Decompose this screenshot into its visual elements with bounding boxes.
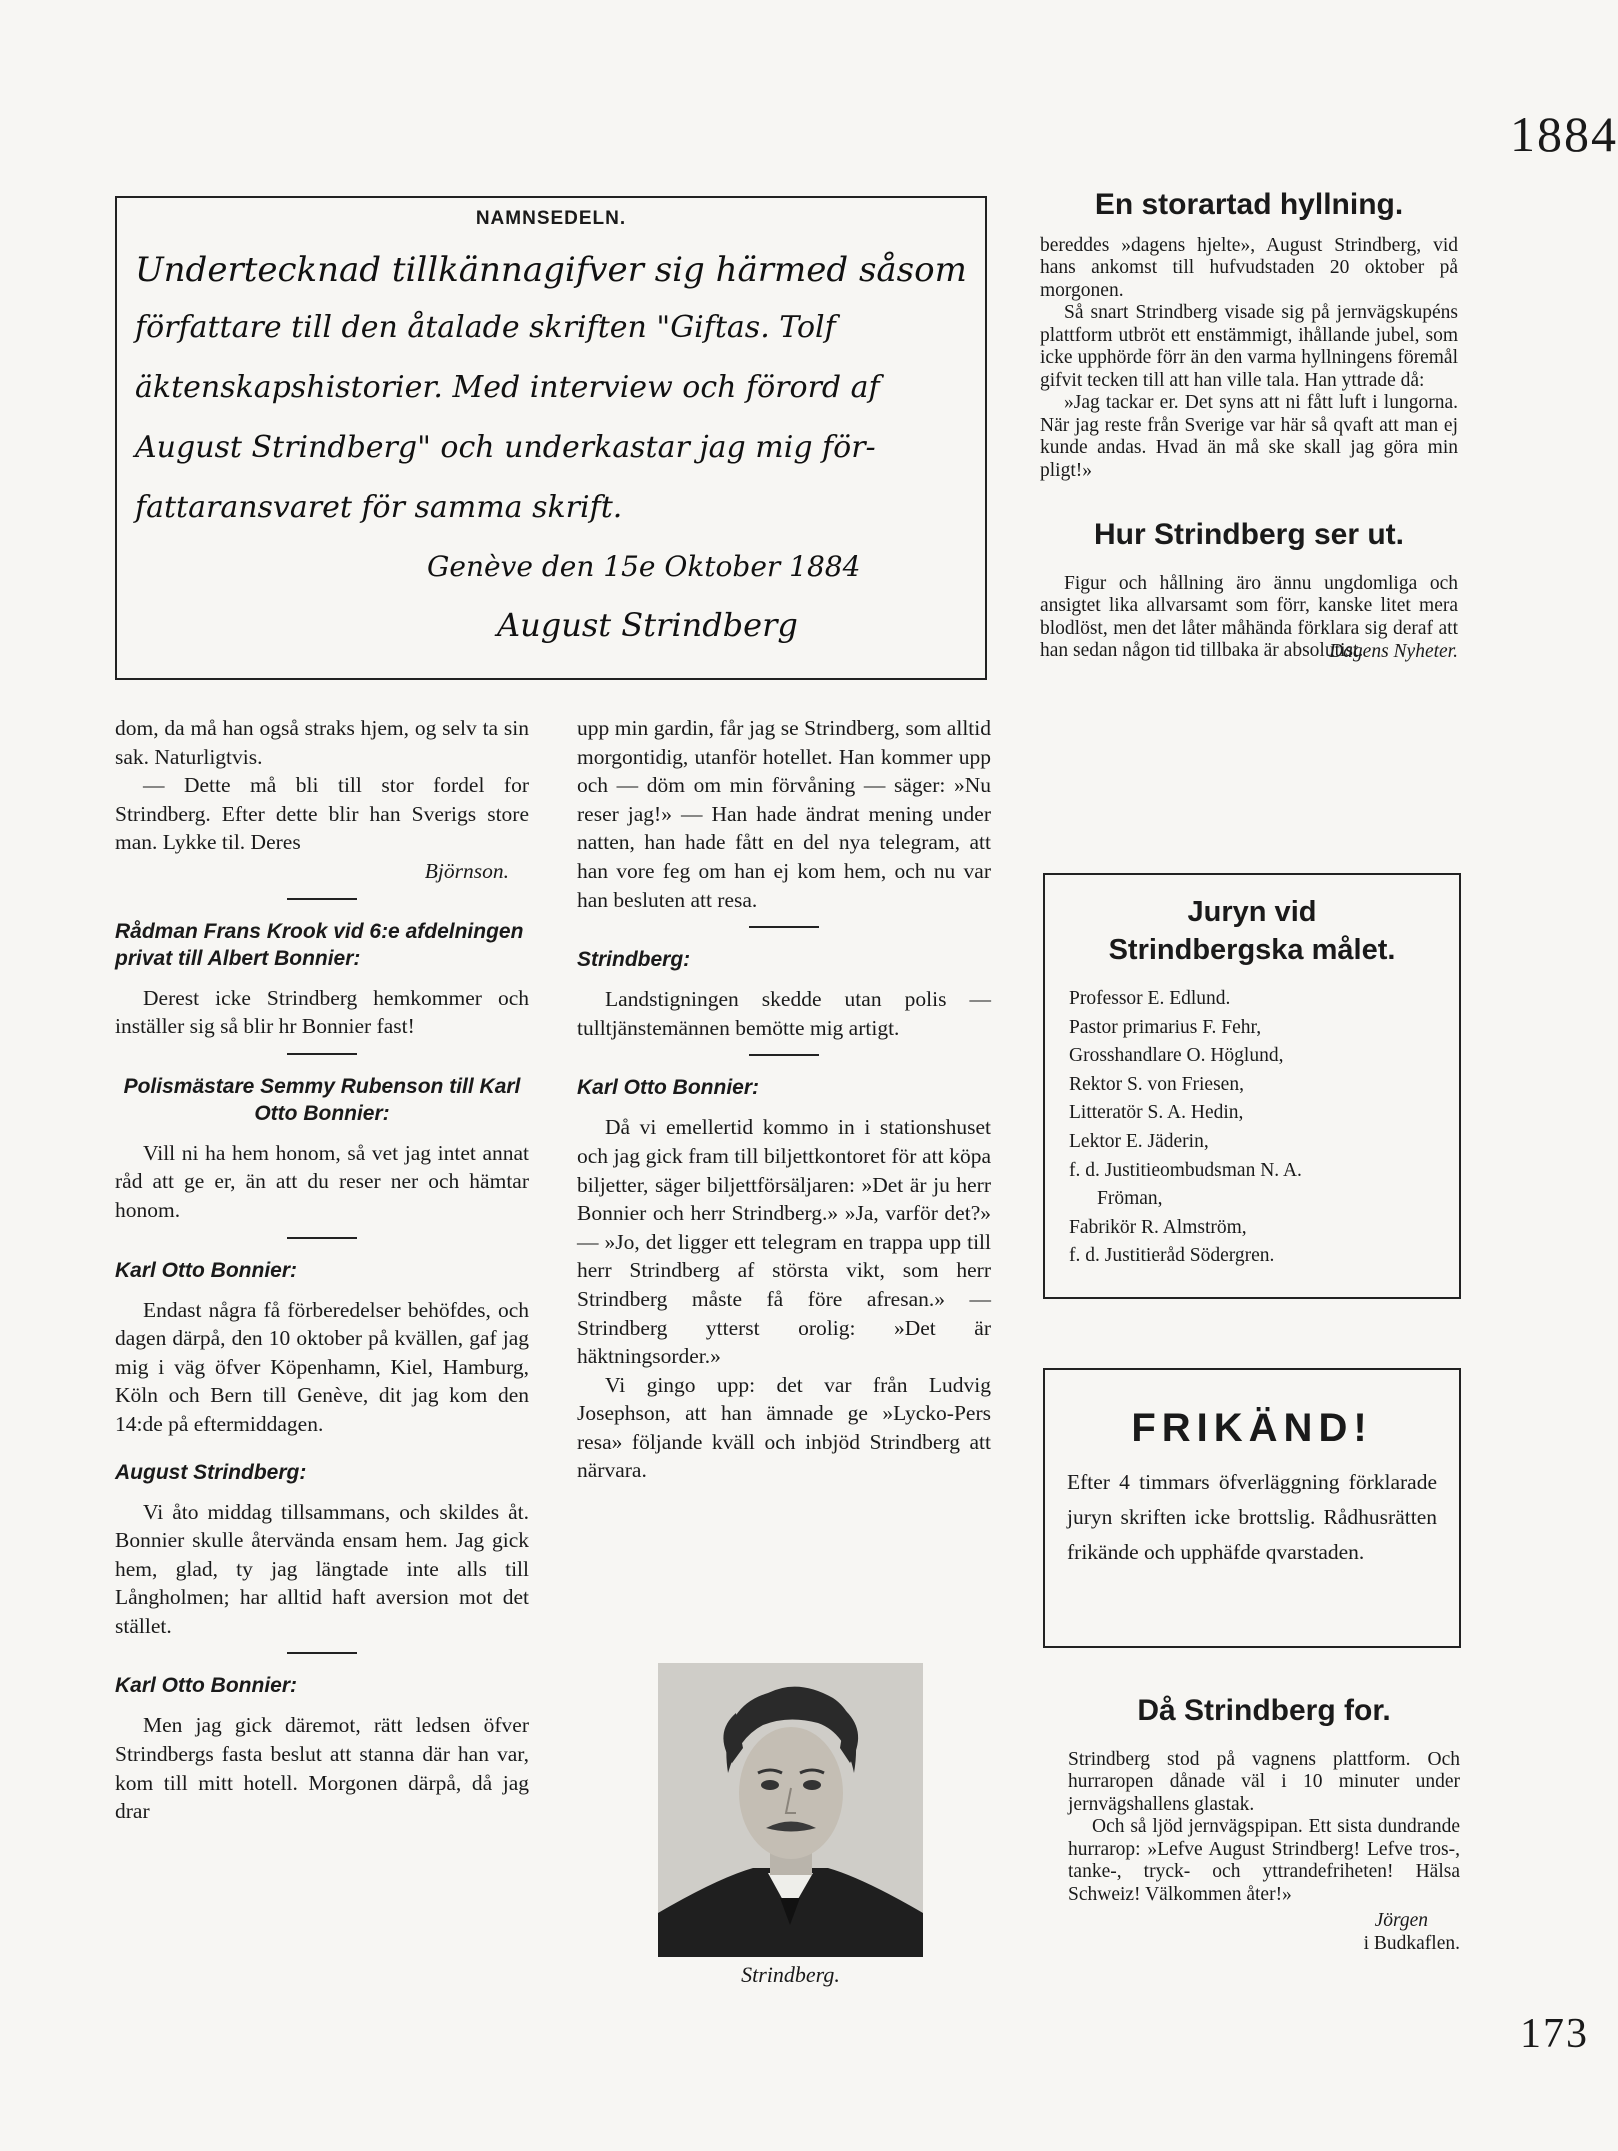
paragraph: »Jag tackar er. Det syns att ni fått luft i lungorna. När jag reste från Sverige var här så qvaft att man ej kunde andas. Hvad än må ske skall jag göra min pligt!» bbox=[1040, 392, 1458, 481]
jury-member: Lektor E. Jäderin, bbox=[1069, 1130, 1209, 1152]
right-column-bottom bbox=[1068, 1694, 1460, 1955]
note-line: Undertecknad tillkännagifver sig härmed såsom bbox=[135, 250, 967, 290]
jury-list bbox=[1069, 985, 1435, 1271]
jury-member: Fröman, bbox=[1097, 1188, 1163, 1210]
speaker-heading: Polismästare Semmy Rubenson till Karl Otto Bonnier: bbox=[123, 1074, 521, 1125]
divider bbox=[749, 926, 819, 928]
jury-member: Pastor primarius F. Fehr, bbox=[1069, 1016, 1262, 1038]
frikand-box bbox=[1043, 1368, 1461, 1648]
jury-title: Strindbergska målet. bbox=[1108, 934, 1396, 966]
jury-box bbox=[1043, 873, 1461, 1299]
page-year: 1884 bbox=[1510, 106, 1618, 162]
paragraph: Figur och hållning äro ännu ungdomliga och ansigtet lika allvarsamt som förr, kanske litet mera blodlöst, men det låter måhända förklara sig deraf att han sedan någon tid tillbaka är absolutist. bbox=[1040, 572, 1458, 661]
jury-member: Rektor S. von Friesen, bbox=[1069, 1073, 1244, 1095]
paragraph: Vill ni ha hem honom, så vet jag intet annat råd att ge er, än att du reser ner och hämtar honom. bbox=[115, 1140, 529, 1222]
source-signature: Dagens Nyheter. bbox=[1329, 640, 1458, 662]
page-number: 173 bbox=[1520, 2011, 1589, 2057]
speaker-heading: Rådman Frans Krook vid 6:e afdelningen privat till Albert Bonnier: bbox=[115, 919, 524, 970]
strindberg-portrait bbox=[658, 1663, 923, 1957]
paragraph: Endast några få förberedelser behöfdes, och dagen därpå, den 10 oktober på kvällen, gaf jag mig i väg öfver Köpenhamn, Kiel, Hamburg, Köln och Bern till Genève, dit jag kom den 14:de på eftermiddagen. bbox=[115, 1297, 529, 1436]
paragraph: Men jag gick däremot, rätt ledsen öfver Strindbergs fasta beslut att stanna där han var, kom till mitt hotell. Morgonen därpå, då jag drar bbox=[115, 1713, 529, 1824]
signature: Björnson. bbox=[424, 858, 509, 883]
paragraph: Då vi emellertid kommo in i stationshuset och jag gick fram till biljettkontoret för att köpa biljetter, säger biljettförsäljaren: »Det är ju herr Bonnier och herr Strindberg.» »Ja, varför det?» — »Jo, det ligger ett telegram en trappa upp till herr Strindberg af största vikt, som herr Strindberg måste få före afresan.» — Strindberg ytterst orolig: »Det är häktningsorder.» bbox=[577, 1115, 991, 1369]
note-date: Genève den 15e Oktober 1884 bbox=[427, 550, 861, 583]
heading-da-strindberg-for: Då Strindberg for. bbox=[1137, 1694, 1391, 1727]
divider bbox=[749, 1054, 819, 1056]
divider bbox=[287, 898, 357, 900]
portrait-caption: Strindberg. bbox=[741, 1962, 840, 1987]
speaker-heading: Karl Otto Bonnier: bbox=[115, 1258, 297, 1282]
paragraph: Strindberg stod på vagnens plattform. Och hurraropen dånade väl i 10 minuter under jernvägshallens glastak. bbox=[1068, 1748, 1460, 1815]
paragraph: bereddes »dagens hjelte», August Strindberg, vid hans ankomst till hufvudstaden 20 oktober på morgonen. bbox=[1040, 234, 1458, 301]
paragraph: Och så ljöd jernvägspipan. Ett sista dundrande hurrarop: »Lefve August Strindberg! Lefve tros-, tanke-, tryck- och yttrandefriheten! Hälsa Schweiz! Välkommen åter!» bbox=[1068, 1816, 1460, 1905]
divider bbox=[287, 1237, 357, 1239]
signature: Jörgen bbox=[1374, 1910, 1428, 1931]
right-column bbox=[1040, 188, 1458, 663]
speaker-heading: Karl Otto Bonnier: bbox=[577, 1076, 759, 1100]
paragraph: — Dette må bli till stor fordel for Strindberg. Efter dette blir han Sverigs store man. Lykke til. Deres bbox=[115, 773, 529, 855]
jury-member: Fabrikör R. Almström, bbox=[1069, 1216, 1247, 1238]
jury-member: Professor E. Edlund. bbox=[1069, 988, 1231, 1009]
paragraph: Vi åto middag tillsammans, och skildes åt. Bonnier skulle återvända ensam hem. Jag gick hem, glad, ty jag längtade inte alls till Långholmen; har alltid haft aversion mot det stället. bbox=[115, 1499, 529, 1638]
paragraph: Landstigningen skedde utan polis — tulltjänstemännen bemötte mig artigt. bbox=[577, 987, 991, 1040]
signature-source: i Budkaflen. bbox=[1363, 1932, 1460, 1954]
heading-en-storartad-hyllning: En storartad hyllning. bbox=[1094, 188, 1404, 221]
jury-member: Grosshandlare O. Höglund, bbox=[1069, 1045, 1284, 1067]
frikand-title: FRIKÄND! bbox=[1131, 1406, 1373, 1450]
paragraph: upp min gardin, får jag se Strindberg, som alltid morgontidig, utanför hotellet. Han kommer upp och — döm om min förvåning — säger: »Nu reser jag!» — Han hade ändrat mening under natten, han hade fått en del nya telegram, att han vore feg om han ej kom hem, och nu var han besluten att resa. bbox=[577, 716, 991, 912]
jury-member: f. d. Justitieombudsman N. A. bbox=[1069, 1159, 1302, 1181]
paragraph: Så snart Strindberg visade sig på jernvägskupéns plattform utbröt ett enstämmigt, ihållande jubel, som icke upphörde förr än den varma hyllningens föremål gifvit tecken till att han ville tala. Han yttrade då: bbox=[1040, 302, 1458, 391]
heading-hur-strindberg-ser-ut: Hur Strindberg ser ut. bbox=[1093, 518, 1405, 551]
namnsedeln-box bbox=[115, 196, 987, 680]
note-line: August Strindberg" och underkastar jag mig för- bbox=[135, 430, 876, 465]
speaker-heading: Strindberg: bbox=[577, 948, 691, 972]
jury-member: Litteratör S. A. Hedin, bbox=[1069, 1102, 1244, 1124]
divider bbox=[287, 1652, 357, 1654]
jury-member: f. d. Justitieråd Södergren. bbox=[1069, 1245, 1275, 1267]
divider bbox=[287, 1053, 357, 1055]
note-line: författare till den åtalade skriften "Giftas. Tolf bbox=[135, 310, 836, 345]
column-1 bbox=[115, 714, 529, 1826]
note-signature: August Strindberg bbox=[497, 606, 798, 644]
paragraph: Vi gingo upp: det var från Ludvig Josephson, att han ämnade ge »Lycko-Pers resa» följande kväll och inbjöd Strindberg att närvara. bbox=[577, 1372, 991, 1483]
paragraph: Derest icke Strindberg hemkommer och inställer sig så blir hr Bonnier fast! bbox=[115, 985, 529, 1039]
speaker-heading: Karl Otto Bonnier: bbox=[115, 1674, 297, 1698]
frikand-text: Efter 4 timmars öfverläggning förklarade juryn skriften icke brottslig. Rådhusrätten frikände och upphäfde qvarstaden. bbox=[1067, 1470, 1437, 1564]
portrait-illustration bbox=[658, 1663, 923, 1957]
note-line: äktenskapshistorier. Med interview och förord af bbox=[135, 370, 880, 405]
note-title: NAMNSEDELN. bbox=[475, 208, 627, 229]
speaker-heading: August Strindberg: bbox=[115, 1460, 307, 1484]
note-line: fattaransvaret för samma skrift. bbox=[135, 490, 623, 525]
paragraph: dom, da må han også straks hjem, og selv ta sin sak. Naturligtvis. bbox=[115, 716, 529, 769]
column-2 bbox=[577, 714, 991, 1485]
jury-title: Juryn vid bbox=[1187, 896, 1317, 928]
